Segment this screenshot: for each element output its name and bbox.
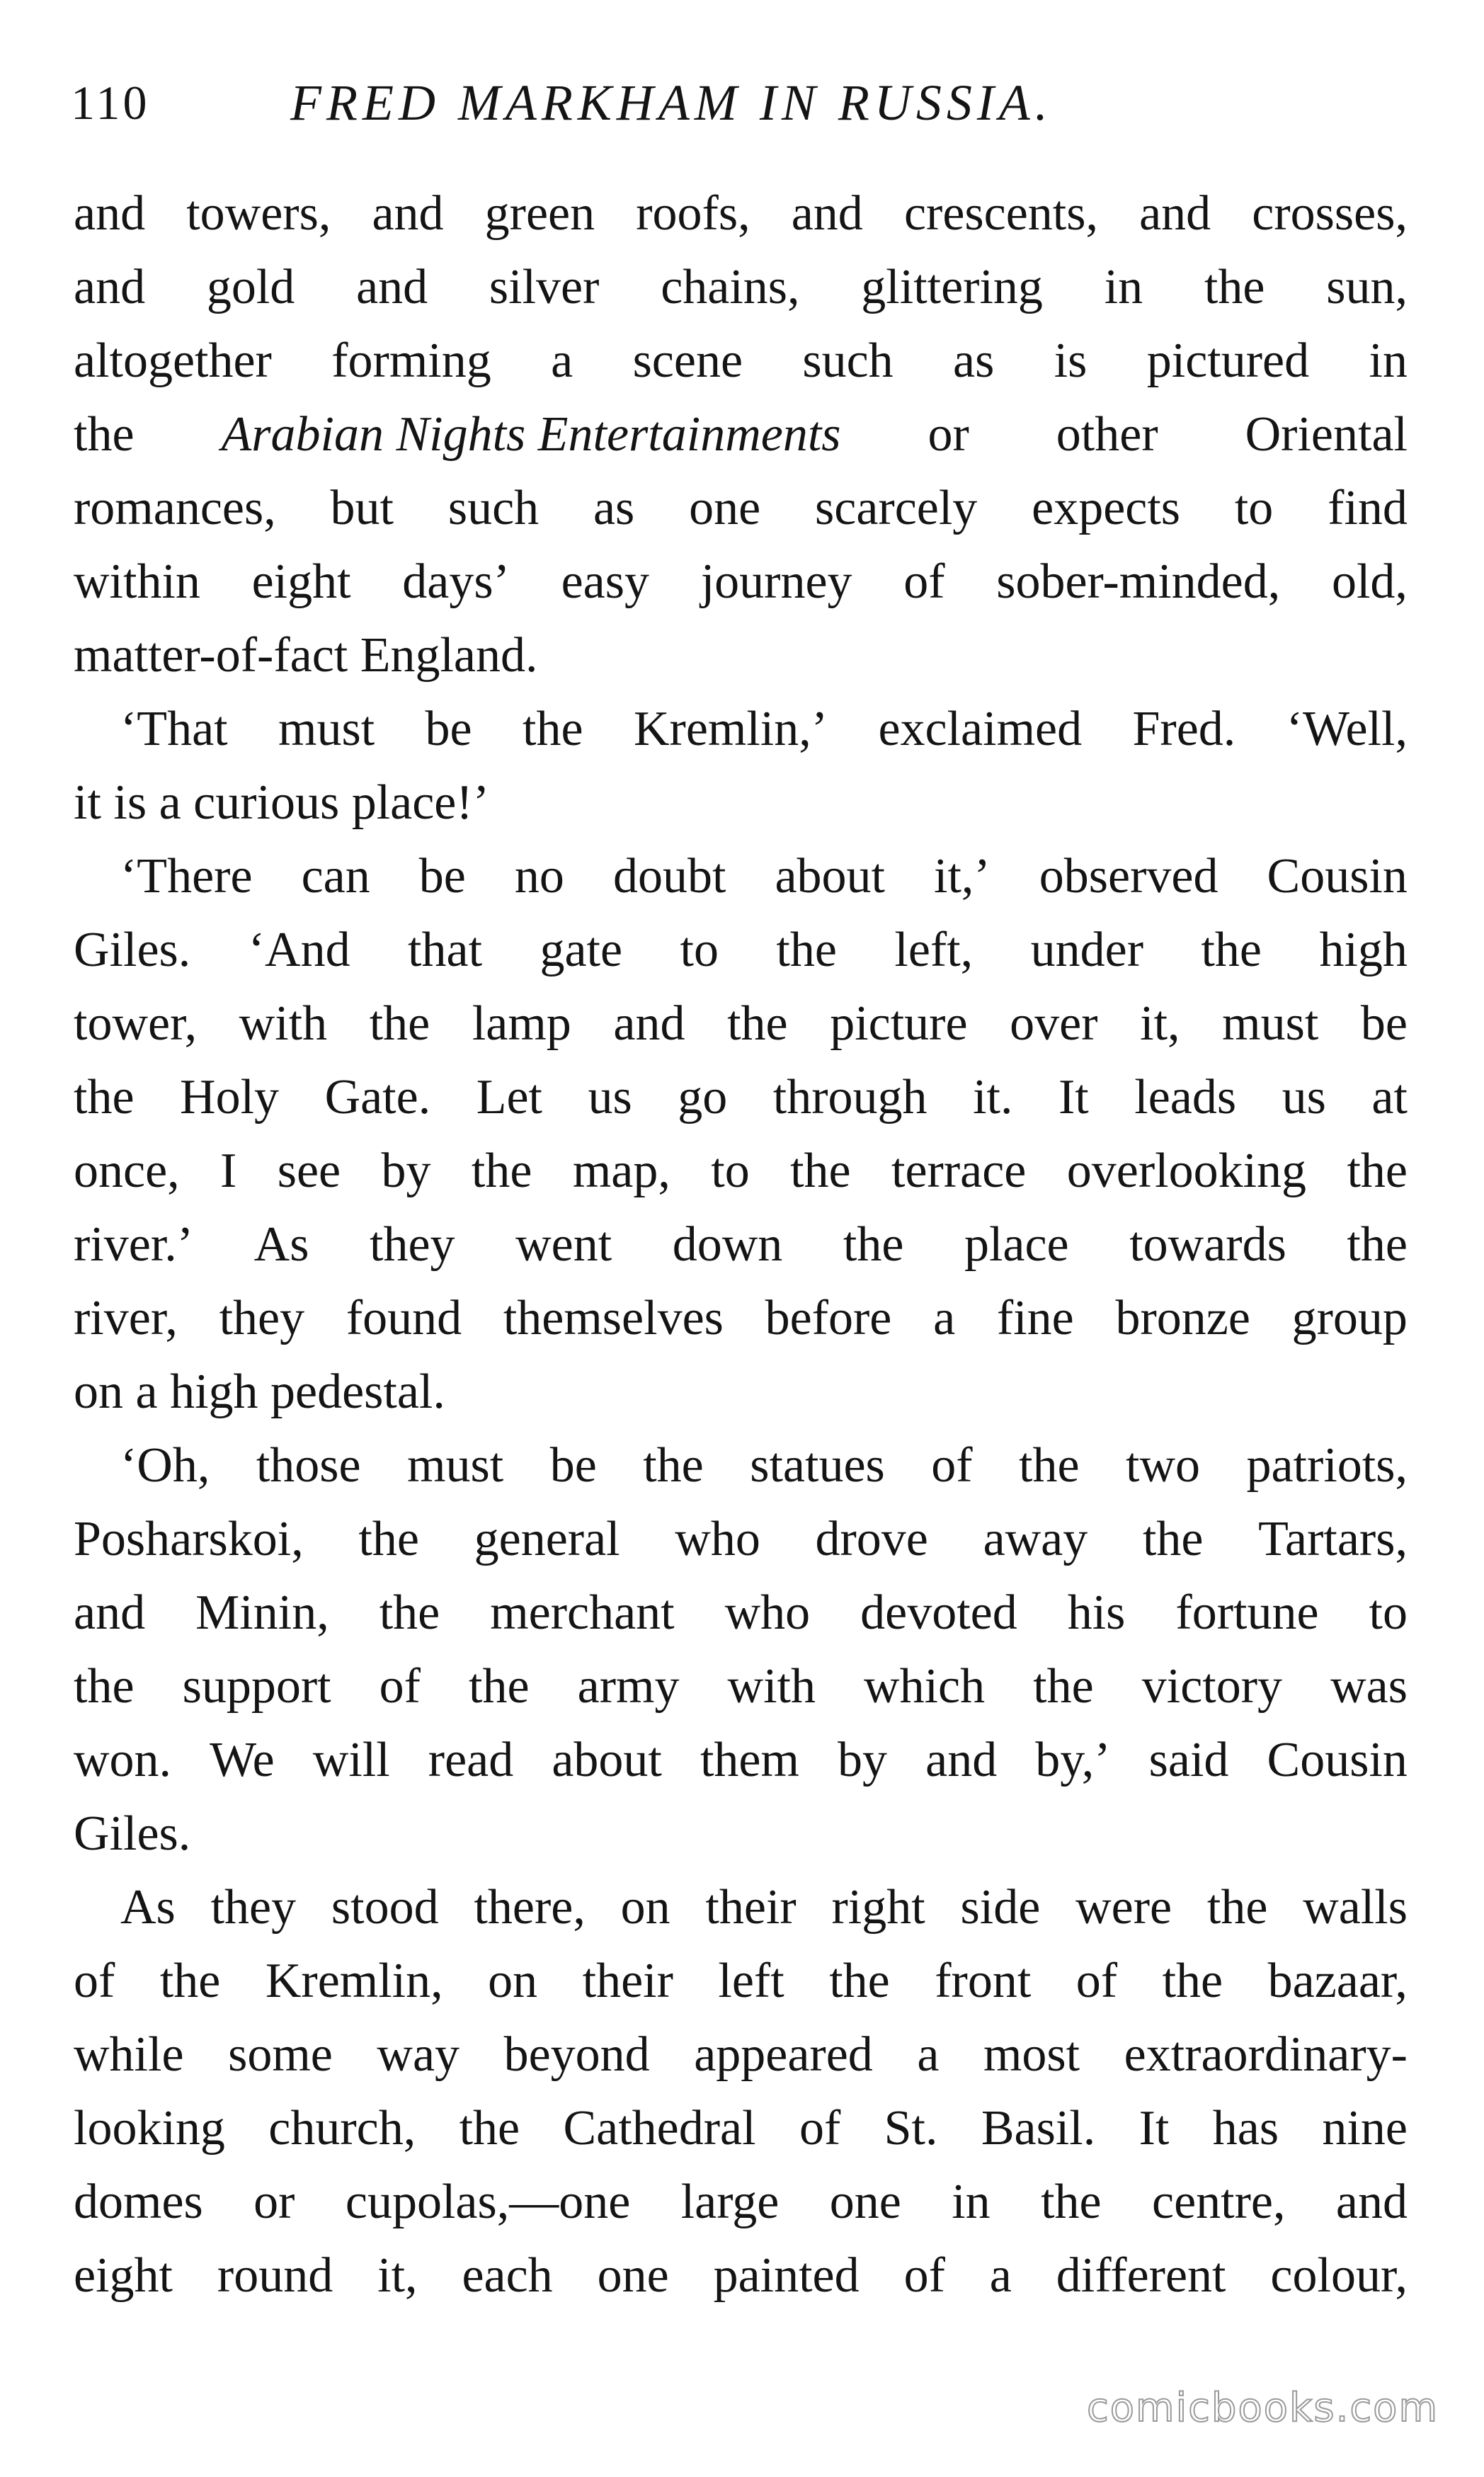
word: be <box>549 1438 597 1493</box>
word: beyond <box>503 2027 650 2082</box>
word: no <box>514 849 564 904</box>
word: and <box>1139 186 1211 241</box>
word: a <box>989 2248 1012 2303</box>
word: they <box>210 1880 297 1935</box>
word: the <box>1206 1880 1268 1935</box>
text-line <box>74 324 1408 398</box>
word: to <box>1369 1585 1408 1640</box>
text-line: matter-of-fact England. <box>74 628 538 683</box>
word: of <box>1075 1954 1118 2008</box>
word: picture <box>830 996 968 1051</box>
word: the <box>469 1659 530 1714</box>
word: the <box>776 923 837 977</box>
word: a <box>933 1291 956 1345</box>
text-line <box>74 1944 1408 2018</box>
word: journey <box>700 554 852 609</box>
word: cupolas,—one <box>345 2175 631 2229</box>
word: such <box>802 334 894 388</box>
word: centre, <box>1152 2175 1286 2229</box>
word: sun, <box>1326 260 1408 314</box>
word: crescents, <box>903 186 1098 241</box>
word: towers, <box>186 186 331 241</box>
word: the <box>790 1144 851 1198</box>
word: the <box>1033 1659 1094 1714</box>
word: the <box>523 702 583 756</box>
word: Basil. <box>981 2101 1096 2156</box>
word: of <box>903 2248 945 2303</box>
word: scarcely <box>815 481 978 535</box>
word: must <box>278 702 375 756</box>
text-line <box>74 840 1408 913</box>
text-line <box>74 545 1408 619</box>
word: has <box>1212 2101 1279 2156</box>
word: patriots, <box>1246 1438 1408 1493</box>
word: through <box>772 1070 928 1124</box>
word: as <box>953 334 995 388</box>
word: the <box>1019 1438 1080 1493</box>
text-line <box>74 472 1408 545</box>
word: Arabian Nights Entertainments <box>221 407 841 462</box>
text-line <box>74 1576 1408 1650</box>
word: Kremlin,’ <box>633 702 828 756</box>
word: Fred. <box>1132 702 1236 756</box>
word: right <box>831 1880 925 1935</box>
word: by,’ <box>1035 1733 1111 1787</box>
text-line: it is a curious place!’ <box>74 775 490 830</box>
text-line <box>74 2018 1408 2092</box>
word: under <box>1030 923 1144 977</box>
word: and <box>1335 2175 1408 2229</box>
word: his <box>1067 1585 1126 1640</box>
word: place <box>964 1217 1069 1272</box>
word: green <box>484 186 595 241</box>
word: by <box>838 1733 888 1787</box>
word: of <box>903 554 945 609</box>
word: ‘Well, <box>1286 702 1408 756</box>
word: before <box>765 1291 892 1345</box>
word: in <box>1104 260 1143 314</box>
word: lamp <box>472 996 571 1051</box>
word: the <box>74 1070 135 1124</box>
word: crosses, <box>1252 186 1408 241</box>
word: to <box>711 1144 750 1198</box>
word: and <box>791 186 863 241</box>
word: and <box>74 260 146 314</box>
word: once, <box>74 1144 180 1198</box>
word: with <box>239 996 328 1051</box>
word: walls <box>1303 1880 1408 1935</box>
word: tower, <box>74 996 198 1051</box>
word: bazaar, <box>1267 1954 1408 2008</box>
word: two <box>1126 1438 1201 1493</box>
running-head <box>71 71 1416 135</box>
word: round <box>217 2248 333 2303</box>
word: those <box>256 1438 361 1493</box>
word: the <box>471 1144 532 1198</box>
text-line <box>74 177 1408 251</box>
text-line <box>74 1429 1408 1503</box>
word: eight <box>74 2248 173 2303</box>
word: some <box>228 2027 333 2082</box>
word: the <box>1204 260 1265 314</box>
word: each <box>462 2248 553 2303</box>
word: doubt <box>612 849 726 904</box>
word: As <box>120 1880 176 1935</box>
word: one <box>689 481 761 535</box>
word: who <box>675 1512 760 1566</box>
word: church, <box>268 2101 416 2156</box>
word: while <box>74 2027 184 2082</box>
word: there, <box>474 1880 586 1935</box>
word: were <box>1075 1880 1172 1935</box>
word: with <box>727 1659 816 1714</box>
word: stood <box>331 1880 439 1935</box>
word: way <box>377 2027 460 2082</box>
word: and <box>925 1733 998 1787</box>
word: as <box>593 481 635 535</box>
text-line <box>74 1061 1408 1134</box>
word: eight <box>251 554 351 609</box>
word: river, <box>74 1291 178 1345</box>
word: left, <box>894 923 974 977</box>
word: Let <box>476 1070 542 1124</box>
word: river.’ <box>74 1217 194 1272</box>
text-line: on a high pedestal. <box>74 1365 445 1419</box>
word: general <box>474 1512 620 1566</box>
word: by <box>381 1144 431 1198</box>
word: devoted <box>860 1585 1017 1640</box>
text-line <box>74 693 1408 766</box>
word: the <box>1041 2175 1102 2229</box>
text-line <box>74 1650 1408 1724</box>
word: them <box>700 1733 799 1787</box>
word: themselves <box>503 1291 724 1345</box>
word: bronze <box>1115 1291 1250 1345</box>
word: must <box>407 1438 504 1493</box>
word: such <box>447 481 540 535</box>
text-line <box>74 398 1408 472</box>
word: Cathedral <box>563 2101 756 2156</box>
site-watermark: comicbooks.com <box>1086 2385 1439 2431</box>
word: find <box>1328 481 1408 535</box>
word: sober-minded, <box>996 554 1281 609</box>
word: fine <box>996 1291 1074 1345</box>
word: it. <box>973 1070 1013 1124</box>
word: roofs, <box>636 186 750 241</box>
word: fortune <box>1175 1585 1319 1640</box>
word: most <box>983 2027 1080 2082</box>
word: the <box>643 1438 704 1493</box>
word: in <box>952 2175 991 2229</box>
word: us <box>1282 1070 1326 1124</box>
word: said <box>1148 1733 1229 1787</box>
word: and <box>74 186 146 241</box>
word: support <box>182 1659 331 1714</box>
word: be <box>425 702 472 756</box>
word: they <box>370 1217 455 1272</box>
text-line <box>74 1282 1408 1355</box>
word: pictured <box>1146 334 1310 388</box>
word: ‘Oh, <box>120 1438 210 1493</box>
word: the <box>1201 923 1262 977</box>
word: It <box>1138 2101 1170 2156</box>
word: nine <box>1322 2101 1408 2156</box>
word: Cousin <box>1267 1733 1408 1787</box>
word: at <box>1371 1070 1408 1124</box>
word: altogether <box>74 334 272 388</box>
word: It <box>1058 1070 1089 1124</box>
word: group <box>1291 1291 1408 1345</box>
word: merchant <box>490 1585 675 1640</box>
word: over <box>1010 996 1098 1051</box>
word: Tartars, <box>1258 1512 1408 1566</box>
word: it, <box>377 2248 418 2303</box>
word: the <box>1162 1954 1223 2008</box>
word: left <box>718 1954 784 2008</box>
word: Cousin <box>1267 849 1408 904</box>
word: it, <box>1140 996 1180 1051</box>
word: the <box>369 996 430 1051</box>
text-line <box>74 1208 1408 1282</box>
text-line <box>74 1134 1408 1208</box>
word: We <box>210 1733 275 1787</box>
text-line <box>74 913 1408 987</box>
word: statues <box>750 1438 885 1493</box>
word: be <box>418 849 466 904</box>
word: the <box>379 1585 440 1640</box>
text-line <box>74 987 1408 1061</box>
word: romances, <box>74 481 276 535</box>
word: the <box>829 1954 890 2008</box>
word: and <box>613 996 685 1051</box>
word: army <box>577 1659 680 1714</box>
word: in <box>1369 334 1408 388</box>
word: forming <box>331 334 491 388</box>
word: the <box>358 1512 419 1566</box>
word: go <box>678 1070 728 1124</box>
word: the <box>74 1659 135 1714</box>
word: victory <box>1141 1659 1283 1714</box>
word: went <box>515 1217 612 1272</box>
word: is <box>1054 334 1088 388</box>
word: gate <box>540 923 623 977</box>
word: read <box>428 1733 514 1787</box>
word: scene <box>632 334 743 388</box>
word: the <box>1142 1512 1204 1566</box>
word: St. <box>884 2101 938 2156</box>
word: which <box>864 1659 986 1714</box>
word: their <box>582 1954 673 2008</box>
word: extraordinary- <box>1124 2027 1408 2082</box>
word: about <box>775 849 885 904</box>
word: us <box>588 1070 632 1124</box>
word: and <box>356 260 428 314</box>
word: days’ <box>402 554 510 609</box>
word: within <box>74 554 200 609</box>
word: of <box>379 1659 421 1714</box>
word: drove <box>815 1512 928 1566</box>
text-line <box>74 1871 1408 1944</box>
word: or <box>928 407 969 462</box>
word: Posharskoi, <box>74 1512 304 1566</box>
running-title: FRED MARKHAM IN RUSSIA. <box>290 74 1053 131</box>
word: I <box>220 1144 237 1198</box>
word: the <box>727 996 788 1051</box>
word: the <box>1347 1217 1408 1272</box>
word: to <box>1234 481 1274 535</box>
word: and <box>74 1585 146 1640</box>
text-line: Giles. <box>74 1806 191 1861</box>
word: Minin, <box>195 1585 329 1640</box>
word: on <box>488 1954 538 2008</box>
word: it,’ <box>934 849 991 904</box>
word: the <box>74 407 135 462</box>
word: on <box>620 1880 670 1935</box>
word: be <box>1360 996 1408 1051</box>
word: down <box>672 1217 783 1272</box>
word: of <box>74 1954 115 2008</box>
word: see <box>277 1144 341 1198</box>
word: they <box>219 1291 305 1345</box>
word: glittering <box>861 260 1043 314</box>
text-line <box>74 251 1408 324</box>
word: terrace <box>891 1144 1027 1198</box>
word: the <box>1347 1144 1408 1198</box>
word: Giles. <box>74 923 191 977</box>
word: observed <box>1039 849 1218 904</box>
word: leads <box>1134 1070 1237 1124</box>
word: expects <box>1032 481 1181 535</box>
word: found <box>346 1291 462 1345</box>
word: the <box>843 1217 904 1272</box>
word: can <box>301 849 370 904</box>
word: large <box>680 2175 780 2229</box>
word: but <box>330 481 394 535</box>
word: domes <box>74 2175 203 2229</box>
word: and <box>372 186 444 241</box>
word: overlooking <box>1066 1144 1307 1198</box>
word: of <box>799 2101 841 2156</box>
word: map, <box>572 1144 670 1198</box>
word: must <box>1222 996 1319 1051</box>
page-number: 110 <box>71 76 150 130</box>
word: or <box>253 2175 295 2229</box>
text-line <box>74 1503 1408 1576</box>
text-line <box>74 2239 1408 2313</box>
word: one <box>829 2175 901 2229</box>
word: their <box>705 1880 797 1935</box>
word: ‘And <box>248 923 350 977</box>
word: side <box>960 1880 1041 1935</box>
word: exclaimed <box>878 702 1083 756</box>
word: other <box>1056 407 1158 462</box>
word: will <box>312 1733 390 1787</box>
word: colour, <box>1270 2248 1408 2303</box>
word: the <box>459 2101 520 2156</box>
word: won. <box>74 1733 172 1787</box>
text-line <box>74 2165 1408 2239</box>
word: looking <box>74 2101 225 2156</box>
word: towards <box>1129 1217 1286 1272</box>
word: of <box>931 1438 973 1493</box>
word: about <box>552 1733 662 1787</box>
word: one <box>597 2248 669 2303</box>
word: appeared <box>694 2027 873 2082</box>
word: who <box>724 1585 811 1640</box>
word: away <box>983 1512 1088 1566</box>
word: a <box>917 2027 940 2082</box>
word: gold <box>206 260 295 314</box>
word: chains, <box>661 260 800 314</box>
word: silver <box>489 260 600 314</box>
word: As <box>253 1217 309 1272</box>
word: the <box>159 1954 221 2008</box>
word: different <box>1056 2248 1226 2303</box>
word: front <box>935 1954 1032 2008</box>
word: was <box>1330 1659 1408 1714</box>
text-line <box>74 2092 1408 2165</box>
word: Gate. <box>324 1070 431 1124</box>
body-text <box>74 177 1408 2313</box>
word: easy <box>561 554 649 609</box>
word: painted <box>713 2248 860 2303</box>
word: high <box>1319 923 1408 977</box>
word: ‘There <box>120 849 253 904</box>
word: that <box>408 923 483 977</box>
word: ‘That <box>120 702 228 756</box>
text-line <box>74 1724 1408 1797</box>
word: Holy <box>180 1070 280 1124</box>
word: Kremlin, <box>265 1954 443 2008</box>
word: Oriental <box>1245 407 1408 462</box>
word: to <box>680 923 719 977</box>
word: a <box>551 334 573 388</box>
word: old, <box>1331 554 1408 609</box>
